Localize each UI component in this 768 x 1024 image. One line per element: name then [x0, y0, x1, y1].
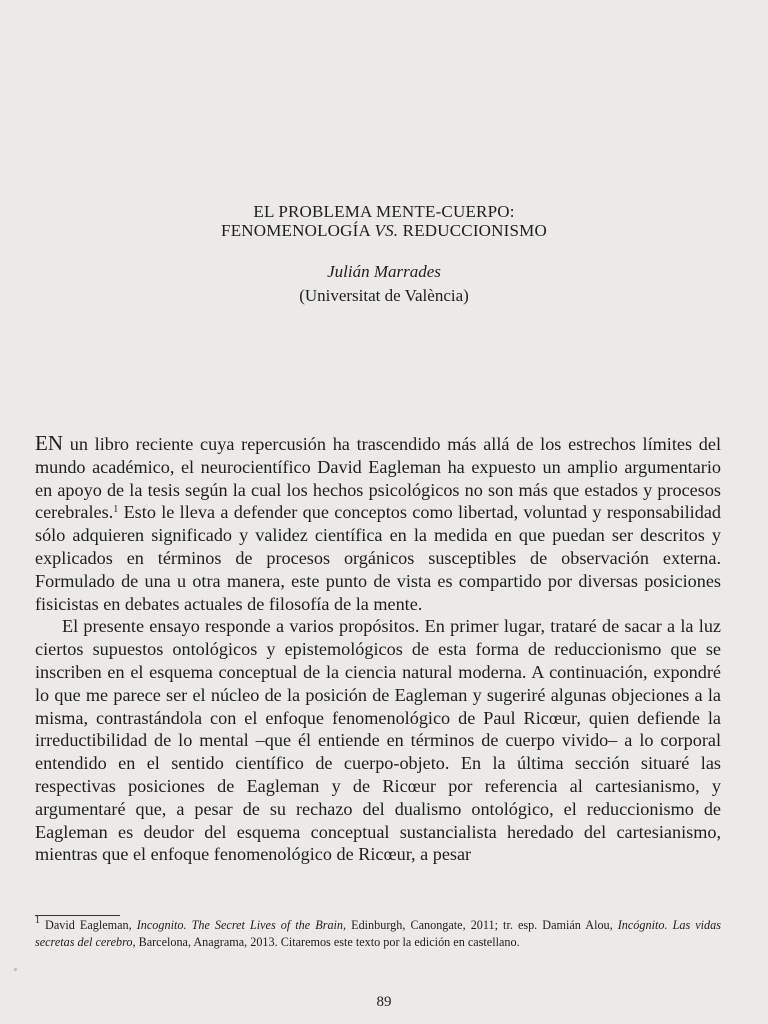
footnote-reference[interactable]: 1 [113, 504, 119, 516]
title-text-vs: VS. [374, 221, 399, 240]
article-title-line-1: EL PROBLEMA MENTE-CUERPO: [253, 202, 515, 221]
paragraph-1-text-b: Esto le lleva a defender que conceptos como libertad, voluntad y responsabilidad sólo adquieren significado y validez científica en la medida en que puedan ser descritos y explicados en términos de procesos orgánicos susceptibles de observación externa. Formulado de una u otra manera, este punto de vista es compartido por diversas posiciones fisicistas en debates actuales de filosofía de la mente. [35, 502, 721, 614]
footnote-text-1: David Eagleman, [40, 918, 137, 932]
page-number: 89 [376, 994, 392, 1010]
author-name: Julián Marrades [327, 262, 441, 281]
footnote-book-title-es: Incógnito. Las vidas secretas del cerebro [35, 918, 721, 949]
footnote-divider [35, 915, 120, 916]
article-body [35, 432, 721, 866]
drop-cap: EN [35, 431, 63, 455]
title-text-pre: FENOMENOLOGÍA [221, 221, 375, 240]
footnote-text-3: , Barcelona, Anagrama, 2013. Citaremos este texto por la edición en castellano. [132, 934, 520, 949]
paragraph-1 [35, 432, 721, 615]
paragraph-1-text-a: un libro reciente cuya repercusión ha trascendido más allá de los estrechos límites del mundo académico, el neurocientífico David Eagleman ha expuesto un amplio argumentario en apoyo de la tesis según la cual los hechos psicológicos no son más que estados y procesos cerebrales. [35, 434, 721, 523]
footnote-marker: 1 [35, 915, 40, 926]
title-text-post: REDUCCIONISMO [398, 221, 547, 240]
footnote-text-2: , Edinburgh, Canongate, 2011; tr. esp. Damián Alou, [343, 918, 618, 932]
paragraph-2: El presente ensayo responde a varios propósitos. En primer lugar, trataré de sacar a la luz ciertos supuestos ontológicos y epistemológicos de esta forma de reduccionismo que se inscriben en el esquema conceptual de la ciencia natural moderna. A continuación, expondré lo que me parece ser el núcleo de la posición de Eagleman y sugeriré algunas objeciones a la misma, contrastándola con el enfoque fenomenológico de Paul Ricœur, quien defiende la irreductibilidad de lo mental –que él entiende en términos de cuerpo vivido– a lo corporal entendido en el sentido científico de cuerpo-objeto. En la última sección situaré las respectivas posiciones de Eagleman y de Ricœur por referencia al cartesianismo, y argumentaré que, a pesar de su rechazo del dualismo ontológico, el reduccionismo de Eagleman es deudor del esquema conceptual sustancialista heredado del cartesianismo, mientras que el enfoque fenomenológico de Ricœur, a pesar [35, 616, 721, 865]
author-affiliation: (Universitat de València) [299, 286, 469, 305]
footnote-book-title-en: Incognito. The Secret Lives of the Brain [136, 918, 344, 932]
scan-speck [14, 968, 17, 971]
footnote [35, 917, 721, 950]
article-title-line-2 [0, 221, 768, 241]
